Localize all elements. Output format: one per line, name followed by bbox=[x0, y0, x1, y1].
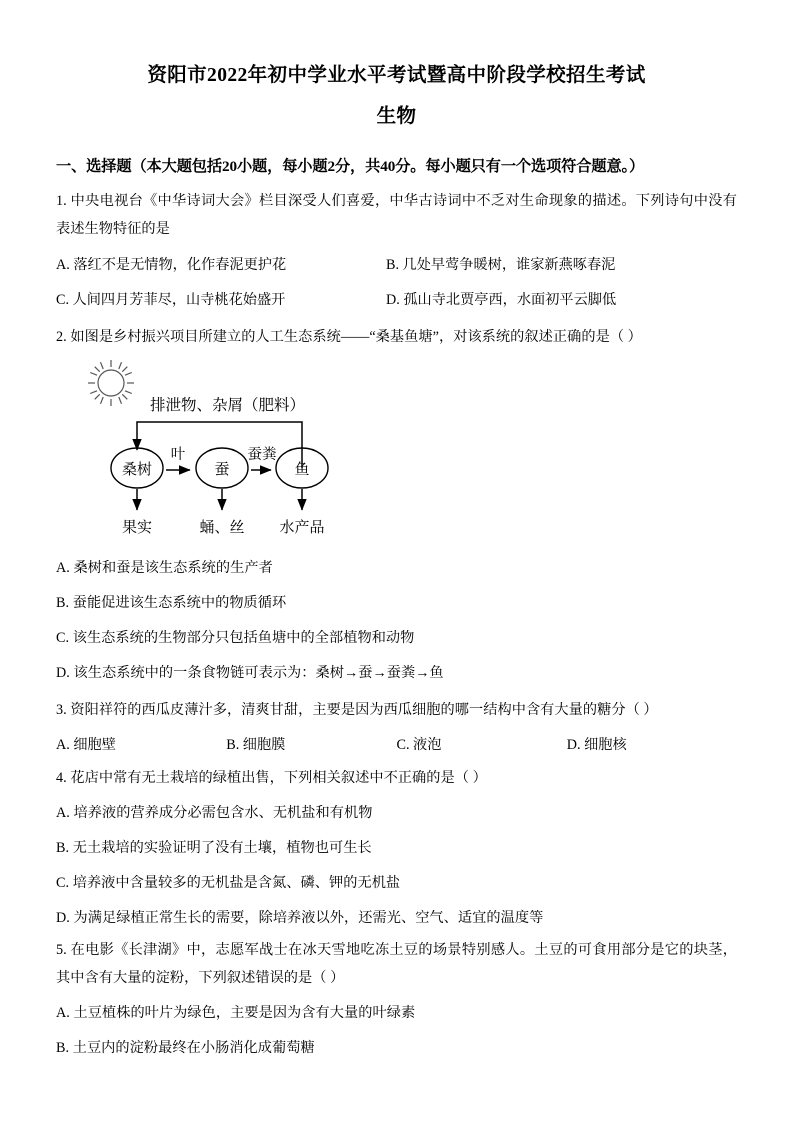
question-3-option-b[interactable]: B. 细胞膜 bbox=[226, 737, 286, 754]
question-2-stem: 2. 如图是乡村振兴项目所建立的人工生态系统——“桑基鱼塘”，对该系统的叙述正确的是（ ） bbox=[56, 328, 642, 345]
question-5-stem: 5. 在电影《长津湖》中，志愿军战士在冰天雪地吃冻土豆的场景特别感人。土豆的可食用部分是它的块茎，其中含有大量的淀粉，下列叙述错误的是（ ） bbox=[56, 942, 737, 987]
question-2-option-b[interactable]: B. 蚕能促进该生态系统中的物质循环 bbox=[56, 595, 287, 612]
question-4-option-a[interactable]: A. 培养液的营养成分必需包含水、无机盐和有机物 bbox=[56, 804, 373, 821]
question-2-figure bbox=[56, 355, 737, 547]
question-5-option-b[interactable]: B. 土豆内的淀粉最终在小肠消化成葡萄糖 bbox=[56, 1040, 315, 1057]
figure-node-silkworm bbox=[196, 448, 248, 488]
sun-icon bbox=[88, 360, 134, 406]
question-2-option-c[interactable]: C. 该生态系统的生物部分只包括鱼塘中的全部植物和动物 bbox=[56, 630, 415, 647]
question-5-option-a[interactable]: A. 土豆植株的叶片为绿色，主要是因为含有大量的叶绿素 bbox=[56, 1005, 416, 1022]
figure-output-label-aquatic-products: 水产品 bbox=[279, 517, 325, 536]
figure-flow-label-silkworm-dung: 蚕粪 bbox=[247, 446, 277, 463]
question-1-option-d[interactable]: D. 孤山寺北贾亭西，水面初平云脚低 bbox=[386, 291, 617, 308]
question-2-option-d[interactable]: D. 该生态系统中的一条食物链可表示为：桑树→蚕→蚕粪→鱼 bbox=[56, 665, 444, 682]
question-3-option-d[interactable]: D. 细胞核 bbox=[566, 737, 627, 754]
question-1-option-b[interactable]: B. 几处早莺争暖树，谁家新燕啄春泥 bbox=[386, 256, 616, 273]
question-1-options-row-1 bbox=[56, 244, 737, 279]
mulberry-fish-pond-diagram bbox=[56, 355, 736, 547]
question-4-stem: 4. 花店中常有无土栽培的绿植出售，下列相关叙述中不正确的是（ ） bbox=[56, 769, 487, 786]
figure-node-label-fish: 鱼 bbox=[294, 459, 310, 478]
figure-output-label-fruit: 果实 bbox=[121, 517, 153, 536]
question-1-option-a[interactable]: A. 落红不是无情物，化作春泥更护花 bbox=[56, 256, 287, 273]
question-3-option-c[interactable]: C. 液泡 bbox=[396, 737, 442, 754]
question-3-options-row bbox=[56, 724, 737, 759]
question-4-option-b[interactable]: B. 无土栽培的实验证明了没有土壤，植物也可生长 bbox=[56, 839, 372, 856]
question-3-stem: 3. 资阳祥符的西瓜皮薄汁多，清爽甘甜，主要是因为西瓜细胞的哪一结构中含有大量的糖分（ ） bbox=[56, 702, 658, 719]
question-4-option-d[interactable]: D. 为满足绿植正常生长的需要，除培养液以外，还需光、空气、适宜的温度等 bbox=[56, 910, 544, 926]
page-title: 资阳市2022年初中学业水平考试暨高中阶段学校招生考试 bbox=[147, 65, 646, 86]
question-4-option-c[interactable]: C. 培养液中含量较多的无机盐是含氮、磷、钾的无机盐 bbox=[56, 874, 401, 891]
figure-feedback-label: 排泄物、杂屑（肥料） bbox=[150, 395, 306, 414]
subject-title: 生物 bbox=[376, 106, 417, 128]
question-1-options-row-2 bbox=[56, 279, 737, 314]
figure-output-label-pupa-silk: 蛹、丝 bbox=[199, 517, 245, 536]
question-2-option-a[interactable]: A. 桑树和蚕是该生态系统的生产者 bbox=[56, 559, 273, 576]
figure-node-label-mulberry: 桑树 bbox=[121, 459, 153, 478]
section-heading: 一、选择题（本大题包括20小题，每小题2分，共40分。每小题只有一个选项符合题意。） bbox=[56, 157, 645, 175]
figure-flow-label-leaf: 叶 bbox=[170, 446, 186, 463]
question-3-option-a[interactable]: A. 细胞壁 bbox=[56, 737, 116, 754]
question-1-stem: 1. 中央电视台《中华诗词大会》栏目深受人们喜爱，中华古诗词中不乏对生命现象的描述。下列诗句中没有表述生物特征的是 bbox=[56, 193, 737, 238]
figure-node-mulberry bbox=[111, 448, 163, 488]
question-1-option-c[interactable]: C. 人间四月芳菲尽，山寺桃花始盛开 bbox=[56, 291, 286, 308]
figure-node-label-silkworm: 蚕 bbox=[214, 459, 230, 478]
